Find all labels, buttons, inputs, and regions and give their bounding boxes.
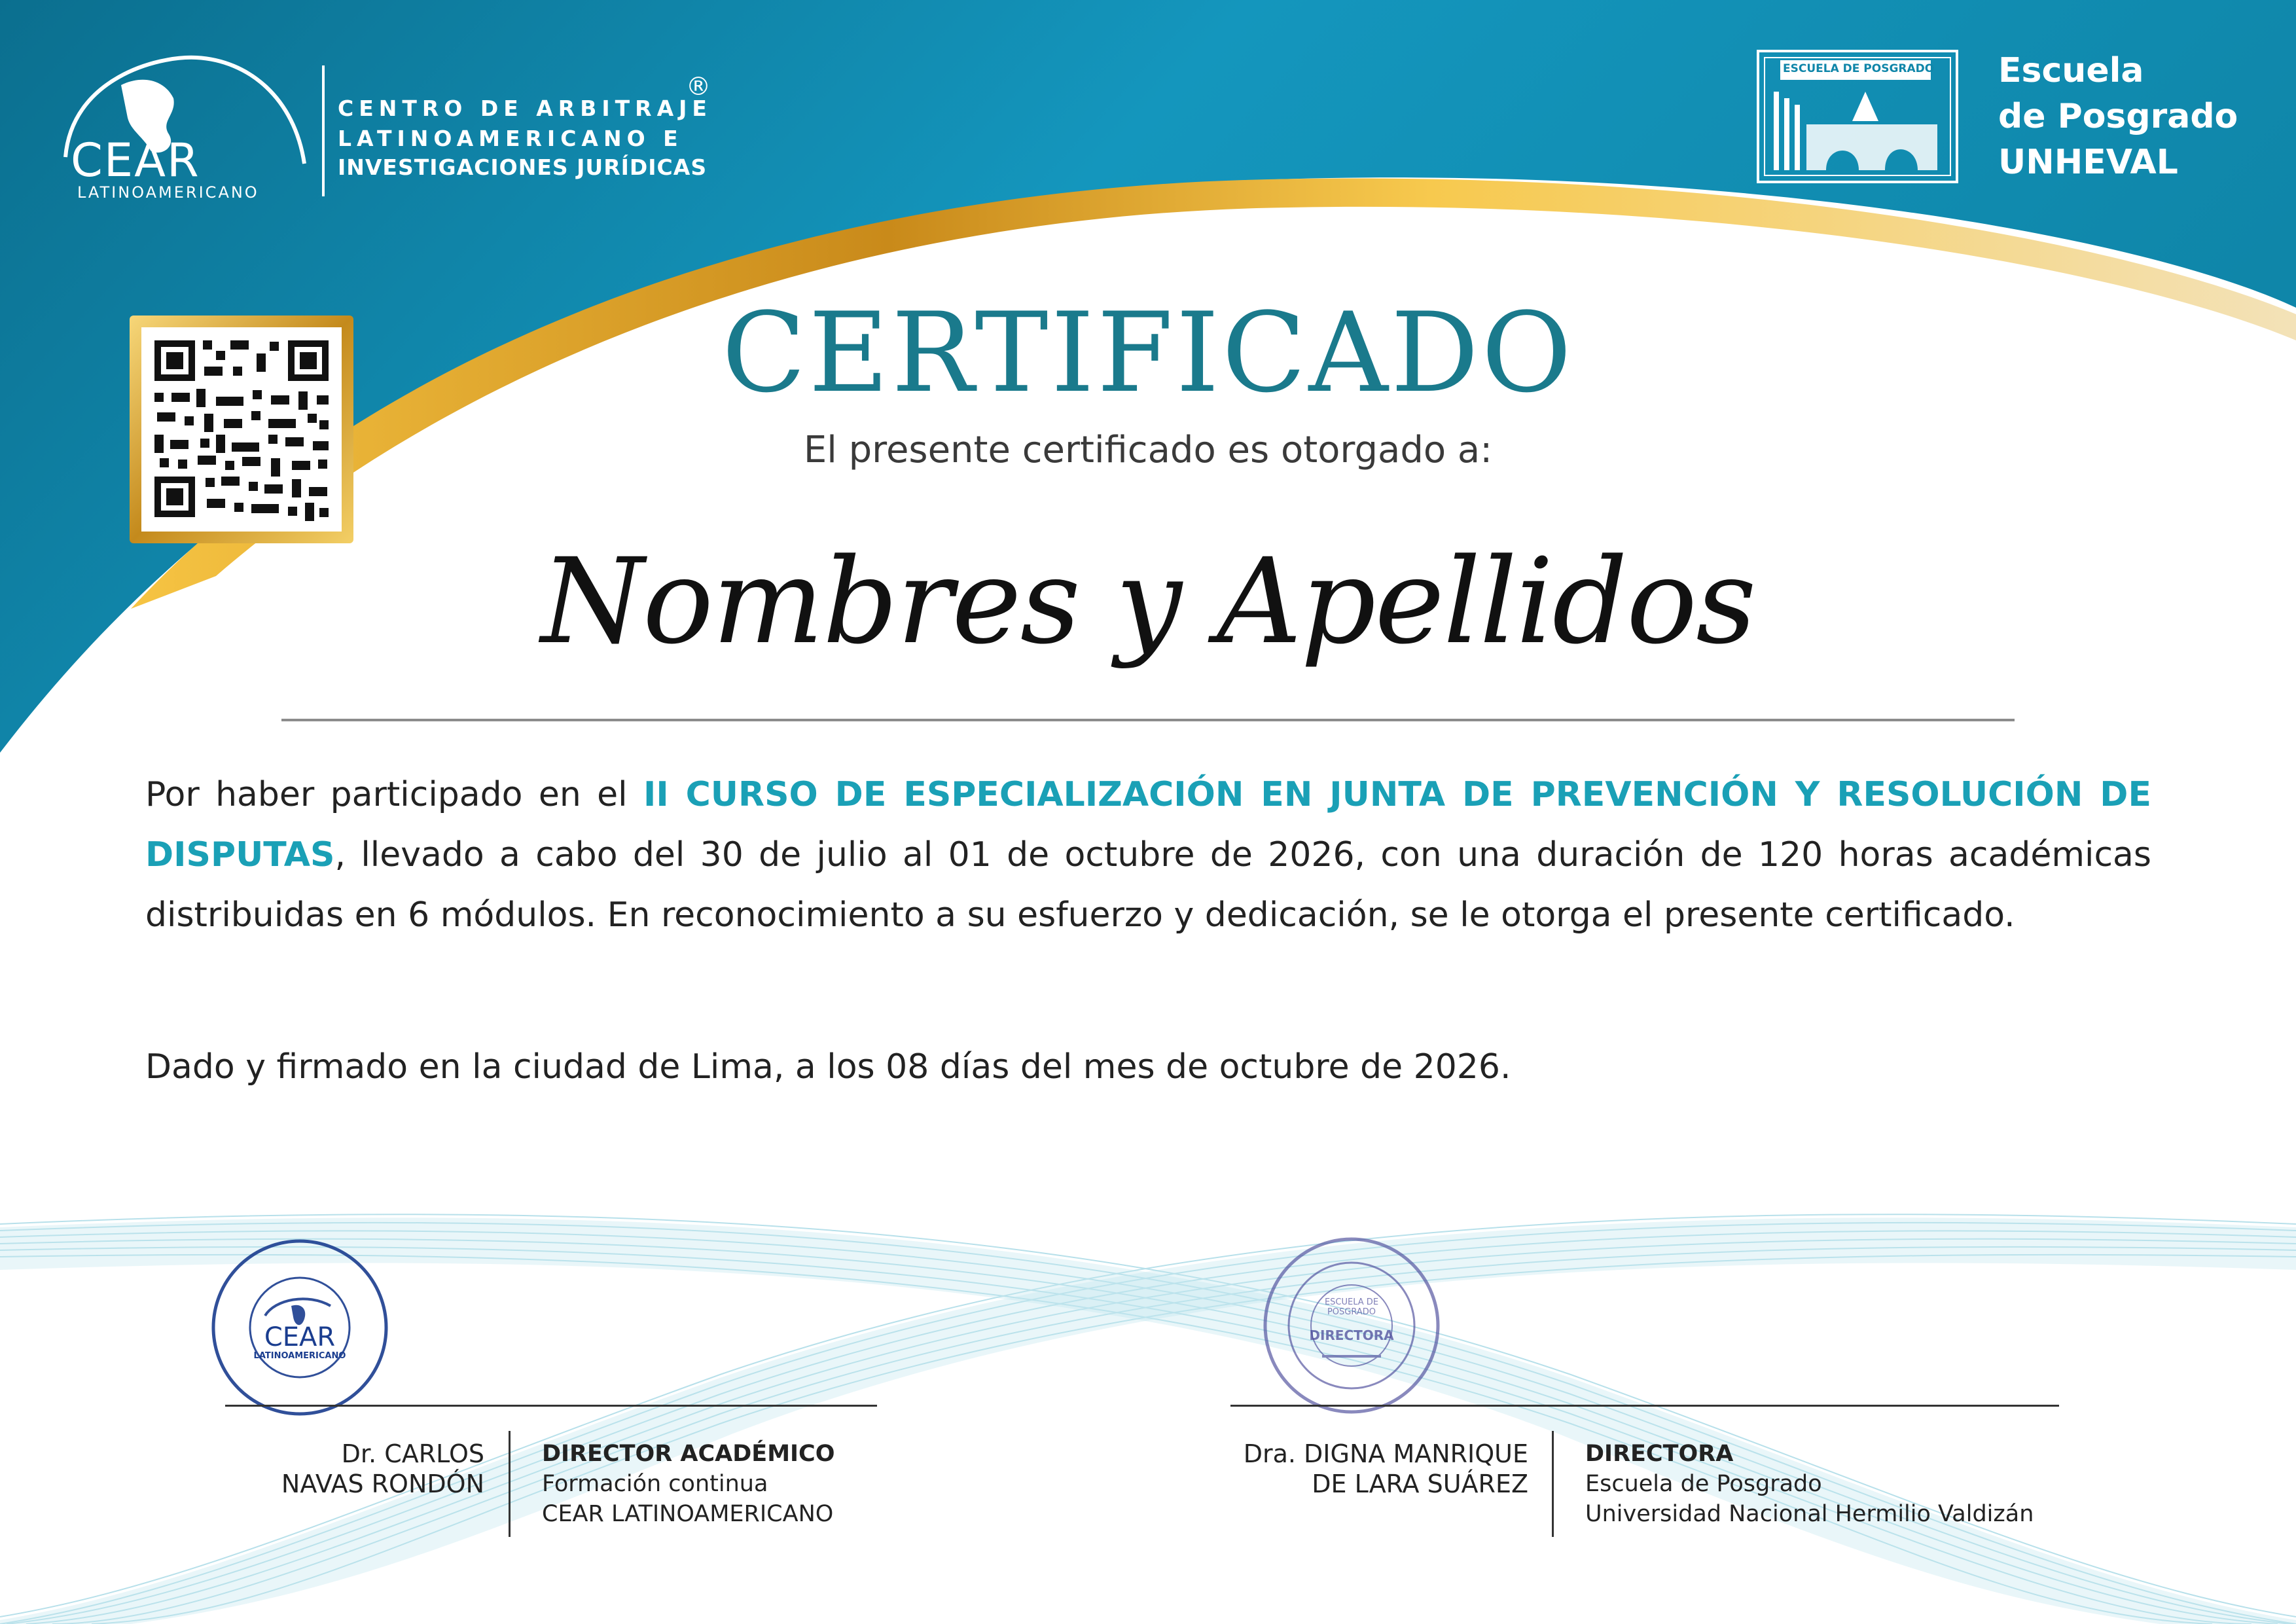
cear-name-line-1: CENTRO DE ARBITRAJE bbox=[338, 96, 712, 121]
signatory-name-left-line2: NAVAS RONDÓN bbox=[281, 1470, 484, 1498]
signatory-name-left-line1: Dr. CARLOS bbox=[341, 1439, 484, 1468]
signature-line-left bbox=[225, 1405, 877, 1407]
signature-separator-left bbox=[509, 1431, 511, 1537]
signatory-name-right bbox=[1165, 1439, 1528, 1499]
registered-mark: ® bbox=[686, 72, 711, 101]
signatory-role-left-org: CEAR LATINOAMERICANO bbox=[542, 1501, 834, 1527]
signatory-role-left-dept: Formación continua bbox=[542, 1471, 768, 1497]
signature-line-right bbox=[1230, 1405, 2059, 1407]
unheval-line-3: UNHEVAL bbox=[1998, 143, 2178, 182]
certificate-body bbox=[145, 765, 2151, 945]
signatory-name-right-line1: Dra. DIGNA MANRIQUE bbox=[1243, 1439, 1528, 1468]
cear-logo-subtext: LATINOAMERICANO bbox=[77, 183, 259, 202]
signatory-role-left-title: DIRECTOR ACADÉMICO bbox=[542, 1441, 835, 1467]
signatory-name-left bbox=[216, 1439, 484, 1499]
signatory-role-right-org: Universidad Nacional Hermilio Valdizán bbox=[1585, 1501, 2034, 1527]
dated-line: Dado y firmado en la ciudad de Lima, a los 08 días del mes de octubre de 2026. bbox=[145, 1047, 1511, 1087]
recipient-name: Nombres y Apellidos bbox=[541, 533, 1755, 670]
signatory-role-right bbox=[1585, 1439, 2034, 1529]
unheval-line-1: Escuela bbox=[1998, 51, 2144, 90]
cear-name-line-3: INVESTIGACIONES JURÍDICAS bbox=[338, 154, 708, 180]
body-suffix: , llevado a cabo del 30 de julio al 01 de octubre de 2026, con una duración de 120 horas académicas distribuidas en 6 módulos. En reconocimiento a su esfuerzo y dedicación, se le otorga el presente certificado. bbox=[145, 835, 2151, 935]
signature-separator-right bbox=[1552, 1431, 1554, 1537]
unheval-line-2: de Posgrado bbox=[1998, 97, 2238, 136]
certificate-subtitle: El presente certificado es otorgado a: bbox=[803, 429, 1493, 471]
signatory-name-right-line2: DE LARA SUÁREZ bbox=[1312, 1470, 1528, 1498]
unheval-badge-text: ESCUELA DE POSGRADO bbox=[1783, 62, 1935, 75]
cear-logo-text: CEAR bbox=[71, 134, 200, 187]
signatory-role-left bbox=[542, 1439, 835, 1529]
signatory-role-right-dept: Escuela de Posgrado bbox=[1585, 1471, 1822, 1497]
unheval-seal-center: DIRECTORA bbox=[1309, 1327, 1394, 1343]
recipient-underline bbox=[281, 719, 2015, 721]
certificate-title: CERTIFICADO bbox=[721, 289, 1575, 417]
cear-seal-logo-sub: LATINOAMERICANO bbox=[253, 1351, 346, 1361]
unheval-seal-inner-text: ESCUELA DE POSGRADO bbox=[1324, 1297, 1379, 1317]
cear-name-line-2: LATINOAMERICANO E bbox=[338, 126, 683, 151]
body-prefix: Por haber participado en el bbox=[145, 775, 643, 814]
cear-seal-logo: CEAR bbox=[264, 1322, 336, 1352]
course-name: II CURSO DE ESPECIALIZACIÓN EN JUNTA DE PREVENCIÓN Y RESOLUCIÓN DE DISPUTAS bbox=[145, 775, 2151, 875]
signatory-role-right-title: DIRECTORA bbox=[1585, 1441, 1734, 1467]
